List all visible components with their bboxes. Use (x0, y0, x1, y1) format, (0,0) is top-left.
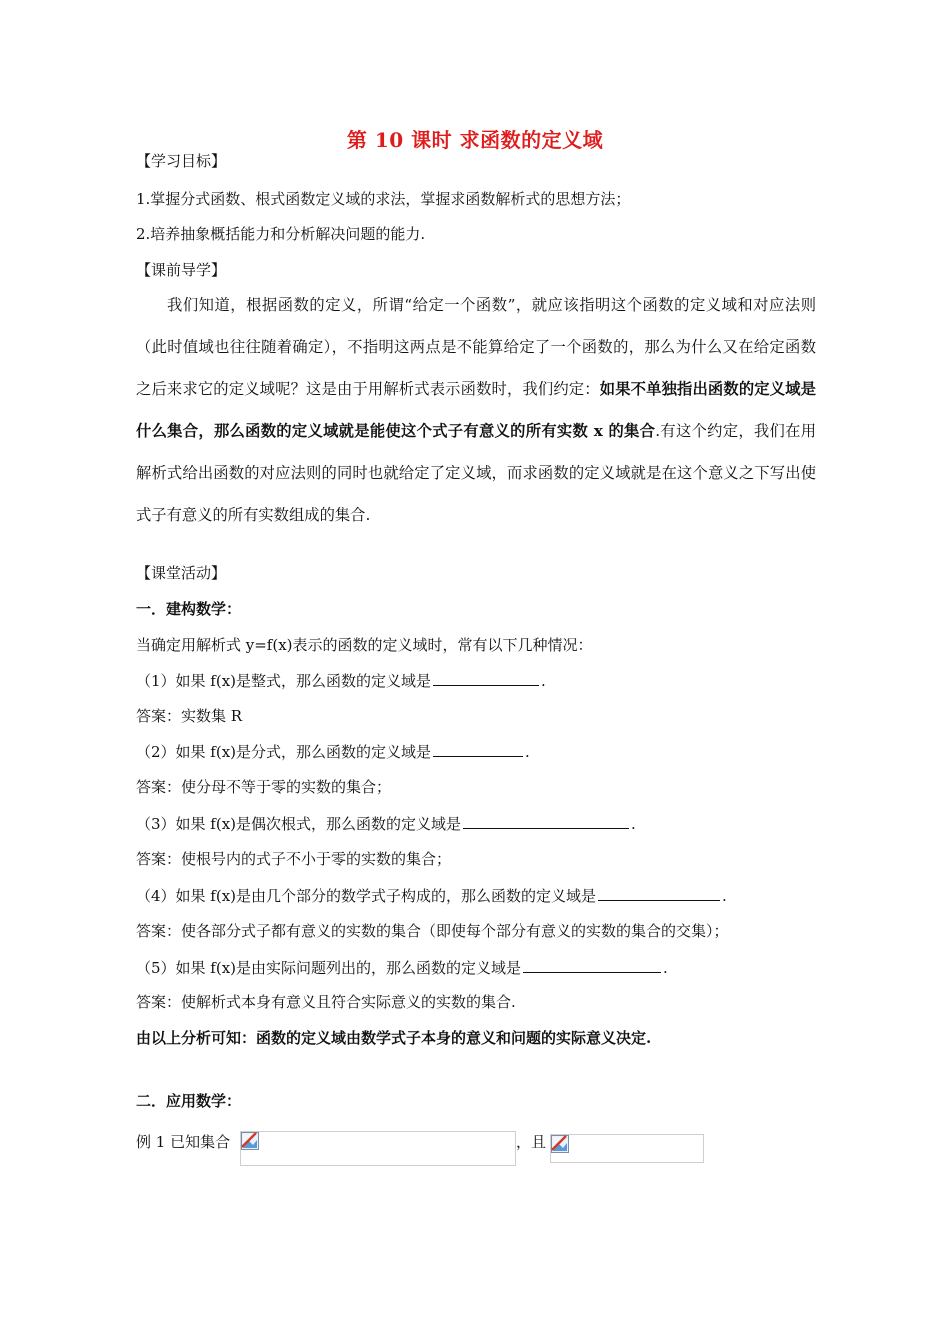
answer-blank-3 (463, 812, 629, 829)
formula-image-2 (550, 1134, 704, 1163)
question-4 (136, 884, 727, 907)
question-1-text: （1）如果 f(x)是整式，那么函数的定义域是 (136, 672, 432, 690)
objectives-header: 【学习目标】 (136, 152, 227, 170)
question-2 (136, 740, 530, 763)
part2-header: 二．应用数学： (136, 1092, 242, 1110)
preview-text-b: .有这个约定，我们在用解析式给出函数的对应法则的同时也就给定了定义域，而求函数的定义域就是在这个意义之下写出使式子有意义的所有实数组成的集合. (136, 422, 816, 524)
question-1 (136, 669, 546, 692)
question-3 (136, 812, 636, 835)
example-1-prefix: 例 1 已知集合 (136, 1133, 231, 1151)
question-5-text: （5）如果 f(x)是由实际问题列出的，那么函数的定义域是 (136, 959, 522, 977)
conclusion: 由以上分析可知：函数的定义域由数学式子本身的意义和问题的实际意义决定. (136, 1029, 652, 1047)
part1-header: 一．建构数学： (136, 600, 242, 618)
broken-image-icon (551, 1135, 569, 1153)
class-header: 【课堂活动】 (136, 564, 227, 582)
answer-blank-4 (598, 884, 720, 901)
question-4-period: . (722, 887, 727, 905)
example-1-mid: ，且 (516, 1133, 547, 1151)
question-3-text: （3）如果 f(x)是偶次根式，那么函数的定义域是 (136, 815, 462, 833)
objective-1: 1.掌握分式函数、根式函数定义域的求法，掌握求函数解析式的思想方法； (136, 190, 631, 208)
question-1-period: . (541, 672, 546, 690)
preview-text-bold: 如果不单独指出函数的定义域是什么集合，那么函数的定义域就是能使这个式子有意义的所有实数 x 的集合 (136, 380, 816, 440)
objective-2: 2.培养抽象概括能力和分析解决问题的能力. (136, 225, 426, 243)
answer-blank-1 (433, 669, 539, 686)
question-4-text: （4）如果 f(x)是由几个部分的数学式子构成的，那么函数的定义域是 (136, 887, 597, 905)
page-title: 第 10 课时 求函数的定义域 (346, 128, 604, 152)
answer-blank-5 (523, 956, 661, 973)
part1-intro: 当确定用解析式 y=f(x)表示的函数的定义域时，常有以下几种情况： (136, 636, 593, 654)
answer-4: 答案：使各部分式子都有意义的实数的集合（即使每个部分有意义的实数的集合的交集）； (136, 922, 729, 940)
question-2-text: （2）如果 f(x)是分式，那么函数的定义域是 (136, 743, 432, 761)
answer-2: 答案：使分母不等于零的实数的集合； (136, 778, 392, 796)
answer-blank-2 (433, 740, 523, 757)
answer-3: 答案：使根号内的式子不小于零的实数的集合； (136, 850, 452, 868)
question-3-period: . (631, 815, 636, 833)
question-2-period: . (525, 743, 530, 761)
broken-image-icon (241, 1132, 259, 1150)
question-5 (136, 956, 668, 979)
answer-5: 答案：使解析式本身有意义且符合实际意义的实数的集合. (136, 993, 516, 1011)
preview-paragraph (136, 284, 816, 536)
formula-image-1 (240, 1131, 516, 1166)
preview-text-a: 我们知道，根据函数的定义，所谓“给定一个函数”，就应该指明这个函数的定义域和对应法则（此时值域也往往随着确定），不指明这两点是不能算给定了一个函数的，那么为什么又在给定函数之后来求它的定义域呢？这是由于用解析式表示函数时，我们约定： (136, 296, 816, 398)
question-5-period: . (663, 959, 668, 977)
answer-1: 答案：实数集 R (136, 707, 243, 725)
preview-header: 【课前导学】 (136, 261, 227, 279)
